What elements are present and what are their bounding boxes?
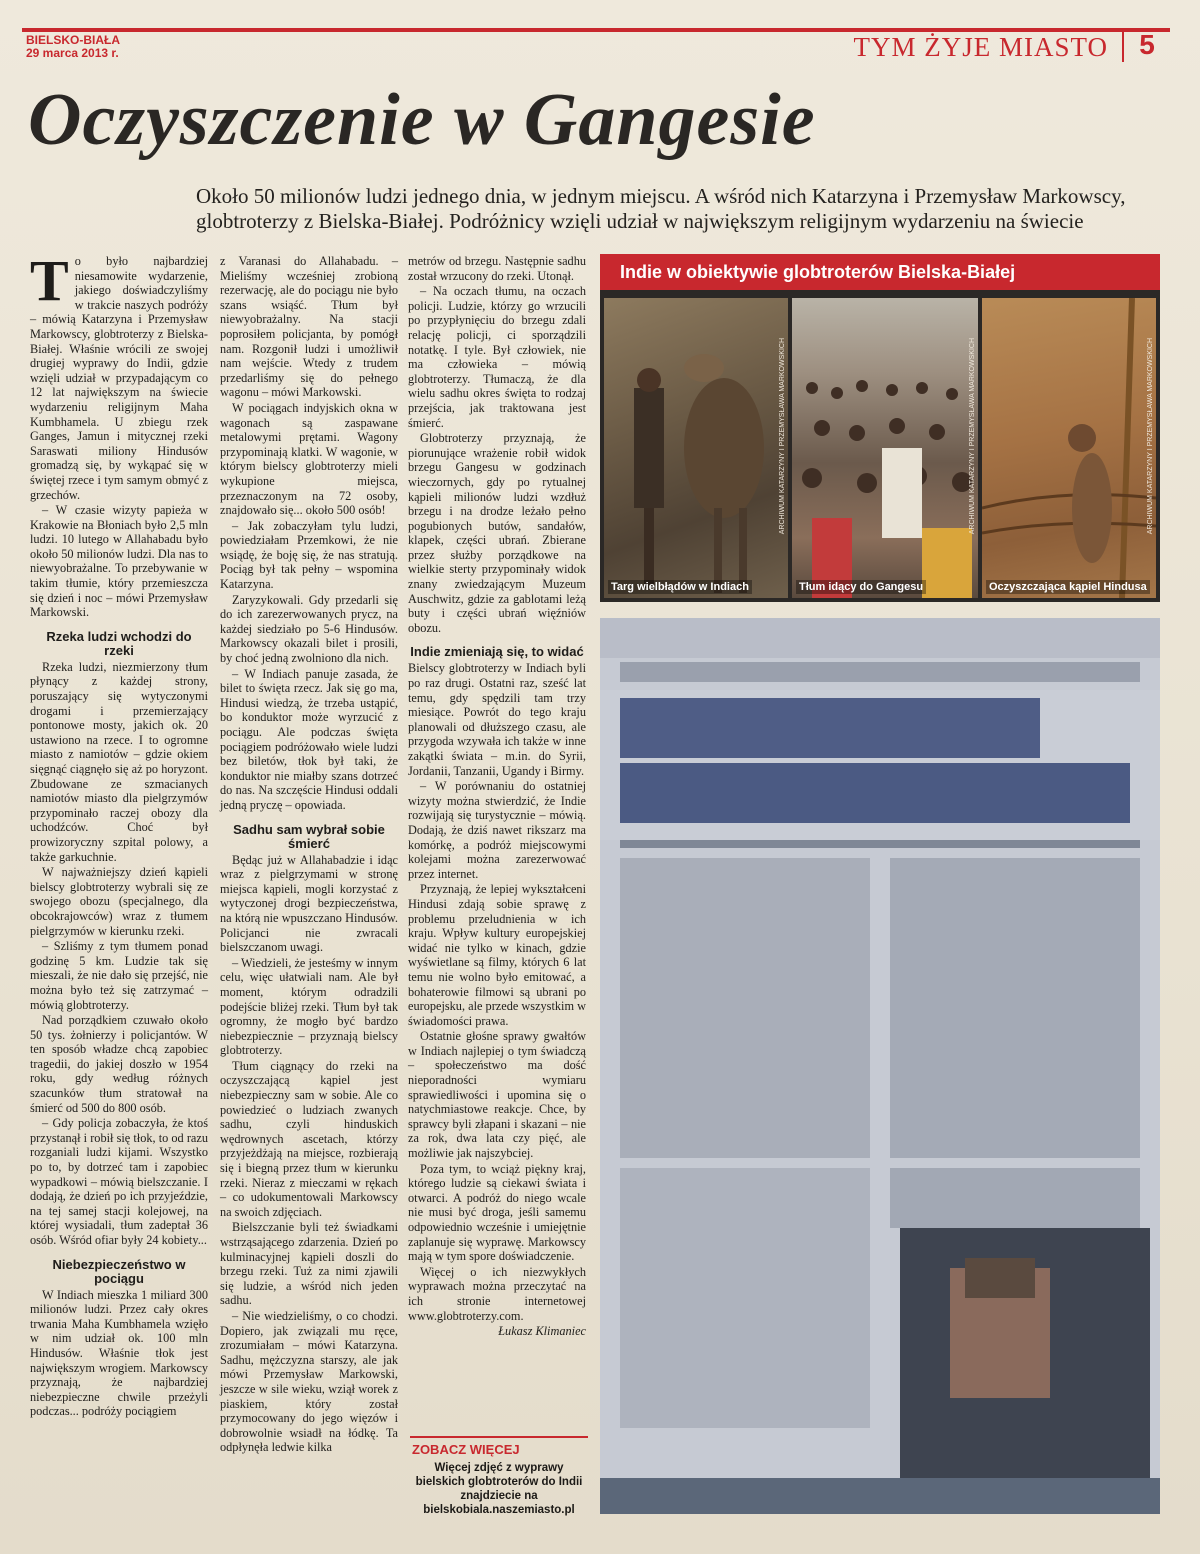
blurred-advertisement: [600, 618, 1160, 1514]
article-column-1: [30, 248, 208, 1420]
drop-cap: T: [30, 248, 69, 313]
paragraph: Ostatnie głośne sprawy gwałtów w Indiach najlepiej o tym świadczą – społeczeństwo ma dość nieporadności wymiaru sprawiedliwości i upomina się o natychmiastowe reakcje. Chce, by sprawcy byli złapani i skazani – nie za rok, dwa lata czy pięć, ale możliwie jak najszybciej.: [408, 1029, 586, 1161]
page-header: [22, 28, 1170, 60]
crowd-scene-illustration: [792, 298, 978, 598]
article-column-2: [220, 254, 398, 1456]
paragraph: – Nie wiedzieliśmy, o co chodzi. Dopiero, jak związali mu ręce, zrozumiałam – mówi Katarzyna. Sadhu, mężczyzna starszy, ale jak mówi Przemysław Markowski, jeszcze w sile wieku, wziął worek z piaskiem, który został przymocowany do jego więzów i dobrowolnie wsiadł na łódkę. Ta odpłynęła ledwie kilka: [220, 1308, 398, 1455]
subheading: Indie zmieniają się, to widać: [410, 644, 584, 660]
paragraph: – Gdy policja zobaczyła, że ktoś przystanął i robił się tłok, to od razu rozganiali ludzi kijami. Wszystko po to, by dotrzeć tam i zapobiec wypadkowi – mówią bielszczanie. I dodają, że dzień po ich przyjeździe, na tej samej stacji kolejowej, na której wysiadali, tłum zadeptał 36 osób. Wśród ofiar były 24 kobiety...: [30, 1116, 208, 1247]
subheading: Niebezpieczeństwo w pociągu: [52, 1256, 186, 1286]
photo-crowd-to-ganges: [792, 298, 978, 598]
photo-caption: Tłum idący do Gangesu: [796, 580, 926, 594]
edition-info: [26, 34, 120, 60]
paragraph: Zaryzykowali. Gdy przedarli się do ich zarezerwowanych prycz, na każdej siedziało po 5-6 Hindusów. Markowscy okazali bilet i prosili, by choć jedną zwolniono dla nich.: [220, 592, 398, 666]
paragraph: W najważniejszy dzień kąpieli bielscy globtroterzy wybrali się ze swojego obozu (specjalnego, dla obcokrajowców) wraz z tłumem pielgrzymów w kierunku rzeki.: [30, 865, 208, 938]
paragraph: z Varanasi do Allahabadu. – Mieliśmy wcześniej zrobioną rezerwację, ale do pociągu nie było szans wsiąść. Tłum był niewyobrażalny. Na stacji poprosiłem policjanta, by pomógł nam. Rozgonił ludzi i umożliwił nam wejście. Wtedy z trudem przedarliśmy się do pełnego wagonu – mówi Markowski.: [220, 254, 398, 400]
paragraph: – Szliśmy z tym tłumem ponad godzinę 5 km. Ludzie tak się mieszali, że nie dało się przejść, nie można było też się zatrzymać – mówią globtroterzy.: [30, 939, 208, 1012]
paragraph: metrów od brzegu. Następnie sadhu został wrzucony do rzeki. Utonął.: [408, 254, 586, 283]
bath-scene-illustration: [982, 298, 1156, 598]
photo-credit: ARCHIWUM KATARZYNY I PRZEMYSŁAWA MARKOWSKICH: [969, 338, 976, 535]
paragraph: – W czasie wizyty papieża w Krakowie na Błoniach było 2,5 mln ludzi. 10 lutego w Allahabadu było około 50 milionów ludzi. Dla nas to niewyobrażalne. To przebywanie w takim tłumie, który przemieszcza się dzień i noc – mówi Przemysław Markowski.: [30, 503, 208, 620]
paragraph: – Na oczach tłumu, na oczach policji. Ludzie, którzy go wrzucili po przypłynięciu do brzegu zdali relację policji, ci sporządzili notatkę. I tyle. Był człowiek, nie ma człowieka – mówią globtroterzy. Tłumaczą, że dla wielu sadhu okres święta to rodzaj przejścia, jak traktowana jest śmierć.: [408, 284, 586, 430]
paragraph: Nad porządkiem czuwało około 50 tys. żołnierzy i policjantów. W ten sposób władze chcą zapobiec tragedii, do jakiej doszło w 1954 roku, gdy według różnych szacunków tłum stratował na śmierć od 500 do 800 osób.: [30, 1013, 208, 1115]
see-more-title: ZOBACZ WIĘCEJ: [412, 1442, 520, 1457]
paragraph: Bielscy globtroterzy w Indiach byli po raz drugi. Ostatni raz, sześć lat temu, gdy spędzili tam trzy miesiące. Powrót do tego kraju planowali od dłuższego czasu, ale przygoda wzywała ich także w inne zakątki świata – m.in. do Syrii, Jordanii, Tanzanii, Ugandy i Birmy.: [408, 661, 586, 778]
photo-credit: ARCHIWUM KATARZYNY I PRZEMYSŁAWA MARKOWSKICH: [1147, 338, 1154, 535]
paragraph: Globtroterzy przyznają, że piorunujące wrażenie robił widok brzegu Gangesu w godzinach wieczornych, gdy po rytualnej kąpieli milionów ludzi wzdłuż brzegu i na drodze leżało pełno pogubionych butów, sandałów, klapek, części ubrań. Zbierane przez służby porządkowe na wielkie sterty przypominały widok znany zwiedzającym Muzeum Auschwitz, gdzie za gablotami leżą buty i części ubrań więźniów obozu.: [408, 431, 586, 635]
article-column-3: [408, 254, 586, 1340]
photo-gallery: [600, 254, 1160, 602]
paragraph: Przyznają, że lepiej wykształceni Hindusi zdają sobie sprawę z problemu przeludnienia w ich kraju. Wpływ kultury europejskiej widać nie tylko w kinach, gdzie wyświetlane są filmy, których 6 lat temu nie wolno było emitować, a bohaterowie filmowi są ubrani po europejsku, ale przede wszystkim w świadomości prawa.: [408, 882, 586, 1028]
paragraph: Więcej o ich niezwykłych wyprawach można przeczytać na ich stronie internetowej www.globtroterzy.com.: [408, 1264, 586, 1323]
paragraph: Tłum ciągnący do rzeki na oczyszczającą kąpiel jest niebezpieczny sam w sobie. Ale co powiedzieć o ludziach zwanych sadhu, czyli hinduskich wędrownych ascetach, którzy przyjeżdżają na miejsce, rozbierają się i biegną przez tłum w kierunku rzeki. Nieraz z mieczami w rękach – co udokumentowali Markowscy na swoich zdjęciach.: [220, 1058, 398, 1219]
paragraph: – W porównaniu do ostatniej wizyty można stwierdzić, że Indie rozwijają się turystycznie – mówią. Dodają, że dziś nawet rikszarz ma komórkę, a podróż miejscowymi kolejami można zarezerwować przez internet.: [408, 779, 586, 881]
photo-hindu-bath: [982, 298, 1156, 598]
edition-city: BIELSKO-BIAŁA: [26, 33, 120, 47]
see-more-box: [410, 1436, 588, 1517]
photo-caption: Oczyszczająca kąpiel Hindusa: [986, 580, 1150, 594]
see-more-text: Więcej zdjęć z wyprawy bielskich globtroterów do Indii znajdziecie na bielskobiala.naszemiasto.pl: [415, 1462, 583, 1516]
paragraph: Poza tym, to wciąż piękny kraj, którego ludzie są ciekawi świata i otwarci. A podróż do niego wcale nie musi być droga, jeśli samemu odpowiednio wcześnie i umiejętnie zaplanuje się wyprawę. Markowscy mają w tym spore doświadczenie.: [408, 1161, 586, 1264]
page-number: 5: [1122, 28, 1170, 62]
photo-credit: ARCHIWUM KATARZYNY I PRZEMYSŁAWA MARKOWSKICH: [779, 338, 786, 535]
paragraph: W Indiach mieszka 1 miliard 300 milionów ludzi. Przez cały okres trwania Maha Kumbhamela wzięło w nim udział ok. 100 mln Hindusów. Właśnie tłok jest największym wrogiem. Markowscy przyznają, że najbardziej niebezpieczne chwile przeżyli podczas... podróży pociągiem: [30, 1287, 208, 1419]
paragraph: To było najbardziej niesamowite wydarzenie, jakiego doświadczyliśmy w trakcie naszych podróży – mówią Katarzyna i Przemysław Markowscy, globtroterzy z Bielska-Białej. Właśnie wrócili ze swojej drugiej wyprawy do Indii, gdzie wzięli udział w przypadającym co 12 lat największym na świecie wydarzeniu religijnym Maha Kumbhamela. U zbiegu rzek Ganges, Jamun i mitycznej rzeki Saraswati miliony Hindusów gromadzą się, by wykąpać się w świętej rzece i tym samym obmyć z grzechów.: [30, 248, 208, 502]
headline: Oczyszczenie w Gangesie: [28, 79, 816, 161]
subheading: Sadhu sam wybrał sobie śmierć: [233, 821, 385, 851]
gallery-title: Indie w obiektywie globtroterów Bielska-Białej: [600, 254, 1160, 290]
paragraph: – Jak zobaczyłam tylu ludzi, powiedziałam Przemkowi, że nie wsiądę, że boję się, że nas stratują. Pociąg był tak pełny – wspomina Katarzyna.: [220, 518, 398, 592]
paragraph: W pociągach indyjskich okna w wagonach są zaspawane metalowymi prętami. Wagony przypominają klatki. W wagonie, w którym bielscy globtroterzy mieli wykupione miejsca, przeznaczonym na 72 osoby, znajdowało się... około 500 osób!: [220, 400, 398, 518]
paragraph: – Wiedzieli, że jesteśmy w innym celu, więc ułatwiali nam. Ale był moment, którym odradzili podejście bliżej rzeki. Tłum był tak ogromny, że mogło być bardzo niebezpiecznie – przyznają bielscy globtroterzy.: [220, 955, 398, 1058]
photo-camel-market: [604, 298, 788, 598]
camel-scene-illustration: [604, 298, 788, 598]
article-lead: Około 50 milionów ludzi jednego dnia, w jednym miejscu. A wśród nich Katarzyna i Przemysław Markowscy, globtroterzy z Bielska-Białej. Podróżnicy wzięli udział w największym religijnym wydarzeniu na świecie: [196, 184, 1126, 233]
author-signature: Łukasz Klimaniec: [498, 1324, 586, 1339]
edition-date: 29 marca 2013 r.: [26, 46, 119, 60]
photo-caption: Targ wielbłądów w Indiach: [608, 580, 752, 594]
paragraph: Bielszczanie byli też świadkami wstrząsającego zdarzenia. Dzień po kulminacyjnej kąpieli doszli do brzegu rzeki. Tuż za nimi zjawili się ludzie, a wśród nich jeden sadhu.: [220, 1220, 398, 1308]
paragraph: Rzeka ludzi, niezmierzony tłum płynący z każdej strony, poruszający się wytyczonymi drogami i przemierzający pontonowe mosty, jakich ok. 20 ustawiono na rzece. I to ogromne miasto z namiotów – gdzie okiem sięgnąć ciągnęło się aż po horyzont. Zbudowane ze szmacianych namiotów miasto dla pielgrzymów przypominało raczej obozy dla uchodźców. Choć był prowizoryczny szpital polowy, a także garkuchnie.: [30, 659, 208, 864]
paragraph: – W Indiach panuje zasada, że bilet to święta rzecz. Jak się go ma, Hindusi wiedzą, że trzeba ustąpić, bo konduktor może wyrzucić z pociągu. Ale podczas święta pociągiem podróżowało wiele ludzi bez biletów, tłok był taki, że konduktor nie miałby szans dotrzeć do nas. Na szczęście Hindusi oddali jedną pryczę – opowiada.: [220, 666, 398, 812]
subheading: Rzeka ludzi wchodzi do rzeki: [46, 628, 192, 658]
section-title: TYM ŻYJE MIASTO: [853, 32, 1108, 62]
pixelated-ad-image: [600, 618, 1160, 1514]
paragraph: Będąc już w Allahabadzie i idąc wraz z pielgrzymami w stronę miejsca kąpieli, mogli korzystać z wytyczonej drogi bezpieczeństwa, na którą nie wpuszczano Hindusów. Policjanci nie zwracali bielszczanom uwagi.: [220, 852, 398, 955]
